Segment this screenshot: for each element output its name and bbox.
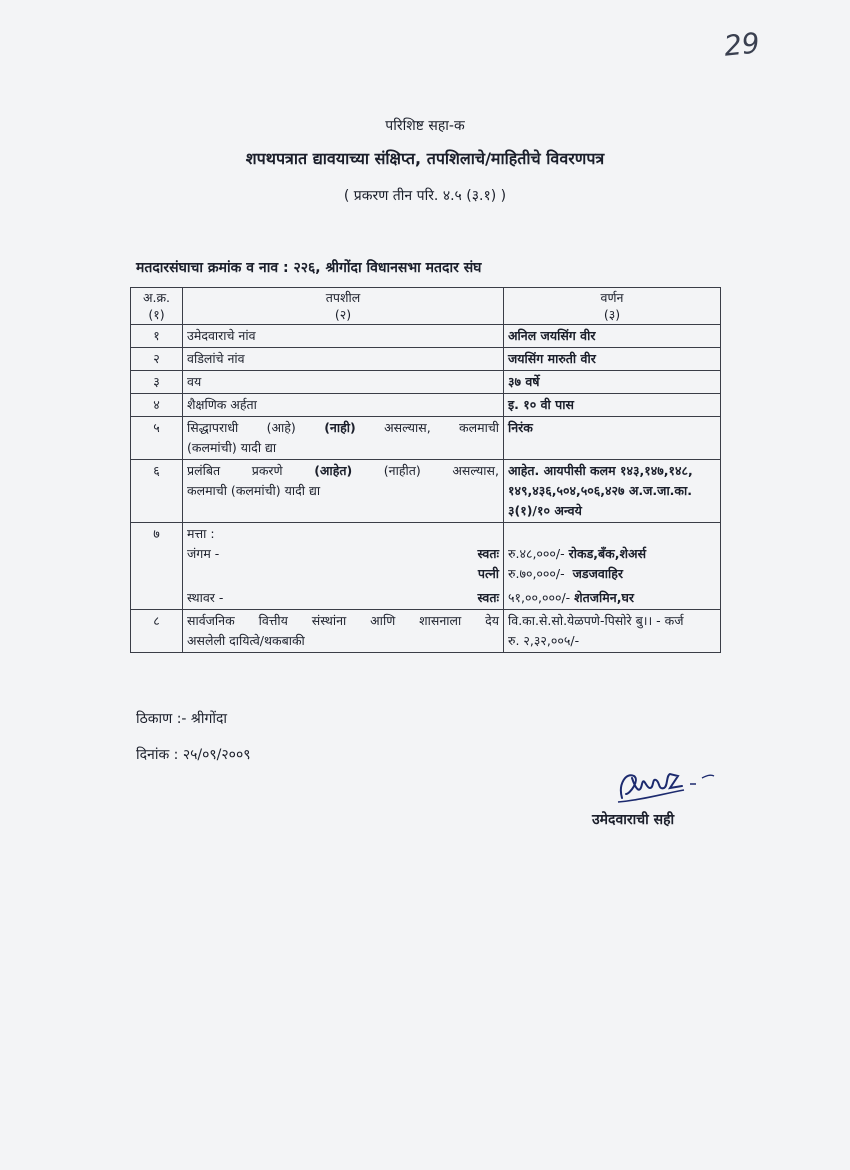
chapter-reference: ( प्रकरण तीन परि. ४.५ (३.१) ) xyxy=(343,188,507,204)
table-row xyxy=(131,417,721,460)
row-description: जयसिंग मारुती वीर xyxy=(504,348,721,371)
row-number: २ xyxy=(131,348,183,371)
row-number: ८ xyxy=(131,610,183,653)
table-row xyxy=(131,460,721,523)
date-line: दिनांक : २५/०९/२००९ xyxy=(136,747,251,763)
table-row xyxy=(131,610,721,653)
table-row xyxy=(131,348,721,371)
row-description: अनिल जयसिंग वीर xyxy=(504,325,721,348)
row-detail: वडिलांचे नांव xyxy=(183,348,504,371)
table-row xyxy=(131,371,721,394)
row-number: ३ xyxy=(131,371,183,394)
header-description: वर्णन (३) xyxy=(504,288,721,325)
table-row xyxy=(131,325,721,348)
header-detail: तपशील (२) xyxy=(183,288,504,325)
header-sr: अ.क्र. (१) xyxy=(131,288,183,325)
row-detail: सिद्धापराधी (आहे) (नाही) असल्यास, कलमाची (कलमांची) यादी द्या xyxy=(183,417,504,460)
table-header-row xyxy=(131,288,721,325)
row-description: वि.का.से.सो.येळपणे-पिसोरे बु।। - कर्ज रु. २,३२,००५/- xyxy=(504,610,721,653)
row-number: ५ xyxy=(131,417,183,460)
page-title: शपथपत्रात द्यावयाच्या संक्षिप्त, तपशिलाचे/माहितीचे विवरणपत्र xyxy=(245,149,605,168)
row-number: ४ xyxy=(131,394,183,417)
signature-image xyxy=(612,754,722,814)
signature-label: उमेदवाराची सही xyxy=(592,812,675,828)
row-description-assets: रु.४८,०००/- रोकड,बँक,शेअर्स रु.७०,०००/- जडजवाहिर ५१,००,०००/- शेतजमिन,घर xyxy=(504,523,721,610)
page-number: 29 xyxy=(722,26,762,63)
row-detail: वय xyxy=(183,371,504,394)
appendix-label: परिशिष्ट सहा-क xyxy=(385,118,465,134)
row-detail: शैक्षणिक अर्हता xyxy=(183,394,504,417)
row-description: निरंक xyxy=(504,417,721,460)
row-detail: प्रलंबित प्रकरणे (आहेत) (नाहीत) असल्यास, कलमाची (कलमांची) यादी द्या xyxy=(183,460,504,523)
row-number: १ xyxy=(131,325,183,348)
table-row xyxy=(131,523,721,610)
place-line: ठिकाण :- श्रीगोंदा xyxy=(136,711,228,727)
row-detail: सार्वजनिक वित्तीय संस्थांना आणि शासनाला देय असलेली दायित्वे/थकबाकी xyxy=(183,610,504,653)
row-detail-assets: मत्ता : जंगम - स्वतः पत्नी स्थावर - स्वतः xyxy=(183,523,504,610)
details-table xyxy=(130,287,721,653)
table-row xyxy=(131,394,721,417)
row-description: आहेत. आयपीसी कलम १४३,१४७,१४८, १४९,४३६,५०४,५०६,४२७ अ.ज.जा.का. ३(१)/१० अन्वये xyxy=(504,460,721,523)
row-detail: उमेदवाराचे नांव xyxy=(183,325,504,348)
row-number: ६ xyxy=(131,460,183,523)
row-description: ३७ वर्षे xyxy=(504,371,721,394)
constituency-line: मतदारसंघाचा क्रमांक व नाव : २२६, श्रीगोंदा विधानसभा मतदार संघ xyxy=(136,260,482,276)
row-description: इ. १० वी पास xyxy=(504,394,721,417)
row-number: ७ xyxy=(131,523,183,610)
